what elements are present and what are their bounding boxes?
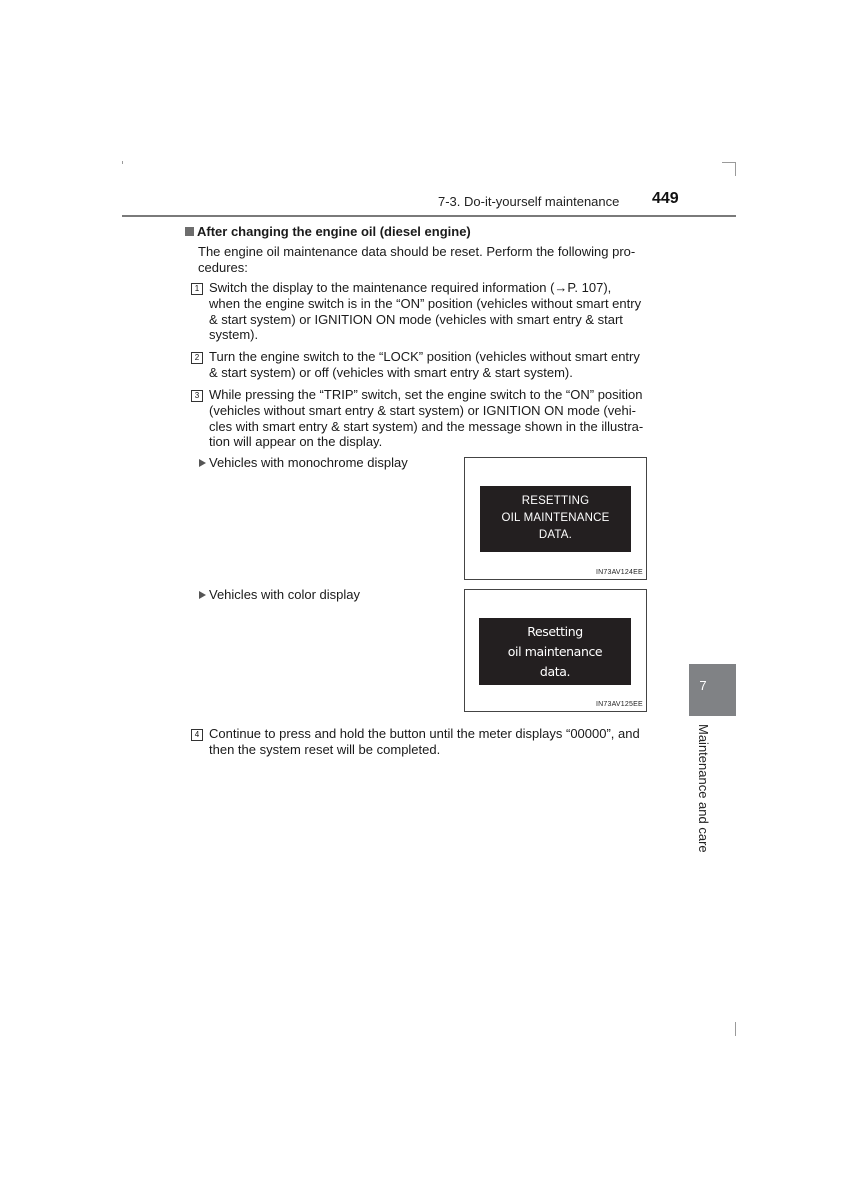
screen-line: OIL MAINTENANCE [501,512,610,524]
section-heading: 7-3. Do-it-yourself maintenance [438,194,620,209]
text-line: While pressing the “TRIP” switch, set the engine switch to the “ON” position [209,387,643,402]
figure-label [199,587,360,602]
chapter-tab [689,664,736,716]
text-line: when the engine switch is in the “ON” position (vehicles without smart entry [209,295,642,311]
text-line: system). [209,327,259,343]
text-line: Turn the engine switch to the “LOCK” position (vehicles without smart entry [209,349,640,364]
square-bullet-icon [185,227,194,236]
step-2-text [209,349,658,381]
text-line: (vehicles without smart entry & start system) or IGNITION ON mode (vehi- [209,402,636,418]
monochrome-display-screen [480,486,631,552]
figure-label [199,455,408,470]
screen-line: DATA. [538,529,573,541]
step-number-box: 4 [191,729,203,741]
text-line: The engine oil maintenance data should be reset. Perform the following pro- [198,244,636,259]
figure-code: IN73AV125EE [596,701,643,708]
text-line: & start system) or IGNITION ON mode (vehicles with smart entry & start [209,311,623,327]
screen-line: data. [539,664,571,679]
section-title-text: After changing the engine oil (diesel engine) [197,224,471,239]
text-line: then the system reset will be completed. [209,741,441,757]
color-display-figure [464,589,647,712]
monochrome-display-figure [464,457,647,580]
step-3-text [209,387,658,450]
triangle-bullet-icon [199,591,206,599]
screen-line: Resetting [527,624,583,639]
step-1-text [209,280,658,343]
screen-line: RESETTING [521,495,590,507]
text-line: cles with smart entry & start system) and the message shown in the illustra- [209,418,644,434]
text-line: Continue to press and hold the button until the meter displays “00000”, and [209,726,640,741]
chapter-number: 7 [699,678,707,693]
section-title [185,224,471,239]
text-line: cedures: [198,259,248,275]
figure-label-text: Vehicles with monochrome display [209,455,408,470]
step-number-box: 1 [191,283,203,295]
text-line: & start system) or off (vehicles with smart entry & start system). [209,364,573,380]
chapter-title: Maintenance and care [696,724,711,853]
text-line: tion will appear on the display. [209,434,383,450]
page-number: 449 [652,190,679,207]
step-4-text [209,726,658,758]
screen-line: oil maintenance [507,644,603,659]
step-number-box: 3 [191,390,203,402]
step-number-box: 2 [191,352,203,364]
text-line: Switch the display to the maintenance required information (→P. 107), [209,280,612,295]
figure-label-text: Vehicles with color display [209,587,361,602]
triangle-bullet-icon [199,459,206,467]
figure-code: IN73AV124EE [596,569,643,576]
intro-paragraph [198,244,658,276]
color-display-screen [479,618,631,685]
